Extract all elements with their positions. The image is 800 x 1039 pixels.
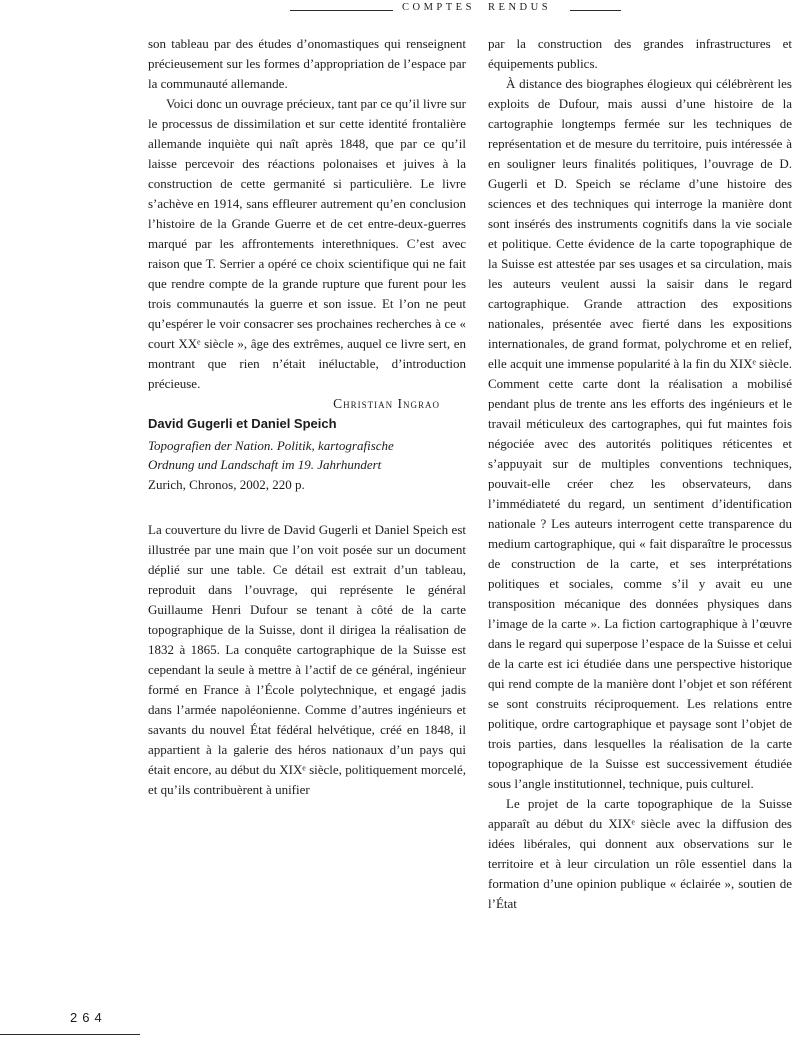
article-columns <box>148 34 792 1036</box>
book-title: Topografien der Nation. Politik, kartografische Ordnung und Landschaft im 19. Jahrhundert <box>148 438 394 472</box>
running-title: COMPTES RENDUS <box>402 2 552 13</box>
review-paragraph-conclusion: Voici donc un ouvrage précieux, tant par ce qu’il livre sur le processus de dissimilation et sur cette identité frontalière allemande inquiète qui naît après 1848, que par ce qu’il laisse percevoir des réactions polonaises et juives à la construction de cette germanité si particulière. Le livre s’achève en 1914, sans effleurer autrement qu’en conclusion l’histoire de la Grande Guerre et de cet entre-deux-guerres marqué par les affrontements interethniques. C’est avec raison que T. Serrier a opéré ce choix scientifique qui ne fait que rendre compte de la grande rupture que furent pour les trois communautés la guerre et son issue. Et l’on ne peut qu’espérer le voir consacrer ses prochaines recherches à ce « court XXᵉ siècle », âge des extrêmes, auquel ce livre sert, en montrant que rien n’était inéluctable, d’introduction précieuse. <box>148 96 466 391</box>
right-column <box>488 34 792 1036</box>
left-column <box>148 34 466 1036</box>
paragraph-continuation: par la construction des grandes infrastructures et équipements publics. <box>488 36 792 71</box>
review-paragraph-continuation: son tableau par des études d’onomastiques qui renseignent précieusement sur les formes d’appropriation de l’espace par la communauté allemande. <box>148 36 466 91</box>
book-publication: Zurich, Chronos, 2002, 220 p. <box>148 477 305 492</box>
header-rule-right <box>570 10 621 11</box>
paragraph-project: Le projet de la carte topographique de la Suisse apparaît au début du XIXᵉ siècle avec la diffusion des idées libérales, qui donnent aux observations sur le territoire et à leur circulation un rôle essentiel dans la formation d’une opinion publique « éclairée », soutien de l’État <box>488 796 792 911</box>
page-number: 264 <box>70 1010 107 1025</box>
header-rule-left <box>290 10 393 11</box>
book-authors: David Gugerli et Daniel Speich <box>148 416 337 431</box>
reviewer-signature: Christian Ingrao <box>333 396 440 411</box>
paragraph-analysis: À distance des biographes élogieux qui célébrèrent les exploits de Dufour, mais aussi d’une histoire de la cartographie longtemps fermée sur les techniques de représentation et de mesure du territoire, puis intéressée à en souligner leurs finalités politiques, l’ouvrage de D. Gugerli et D. Speich se réclame d’une histoire des sciences et des techniques qui interroge la manière dont sont insérés des instruments cognitifs dans la vie sociale et politique. Cette évidence de la carte topographique de la Suisse est attestée par ses usages et sa circulation, mais les auteurs veulent aussi la saisir dans le regard cartographique. Grande attraction des expositions nationales, présentée avec fierté dans les expositions internationales, de grand format, polychrome et en relief, elle acquit une immense popularité à la fin du XIXᵉ siècle. Comment cette carte dont la réalisation a mobilisé pendant plus de trente ans les efforts des ingénieurs et le travail méticuleux des cartographes, qui fut maintes fois négociée avec des autorités politiques réticentes et s’appuyait sur de multiples conventions techniques, pouvait-elle créer chez les observateurs, dans l’immédiateté du regard, un sentiment d’identification nationale ? Les auteurs interrogent cette transparence du medium cartographique, qui « fait disparaître le processus de construction de la carte, et ses interprétations politiques et sociales, comme s’il y avait eu une transposition mécanique des données physiques dans l’image de la carte ». La fiction cartographique à l’œuvre dans le regard qui superpose l’espace de la Suisse et celui de la carte est ici étudiée dans une perspective historique qui rend compte de la manière dont l’objet et son référent se sont construits réciproquement. Les relations entre politique, ordre cartographique et paysage sont l’objet de trois parties, dans lesquelles la réalisation de la carte topographique de la Suisse est successivement étudiée sous l’angle institutionnel, technique, puis culturel. <box>488 76 792 791</box>
book-reference <box>148 414 466 494</box>
review-paragraph-opening: La couverture du livre de David Gugerli et Daniel Speich est illustrée par une main que l’on voit posée sur un document déplié sur une table. Ce détail est extrait d’un tableau, reproduit dans l’ouvrage, qui représente le général Guillaume Henri Dufour se tenant à côté de la carte topographique de la Suisse, dont il dirigea la réalisation de 1832 à 1865. La conquête cartographique de la Suisse est cependant la seule à mettre à l’actif de ce général, ingénieur formé en France à l’École polytechnique, et engagé jadis dans l’armée napoléonienne. Comme d’autres ingénieurs et savants du nouvel État fédéral helvétique, créé en 1848, il appartient à la galerie des héros nationaux d’un pays qui était encore, au début du XIXᵉ siècle, politiquement morcelé, et qu’ils contribuèrent à unifier <box>148 522 466 797</box>
footer-rule <box>0 1034 140 1035</box>
